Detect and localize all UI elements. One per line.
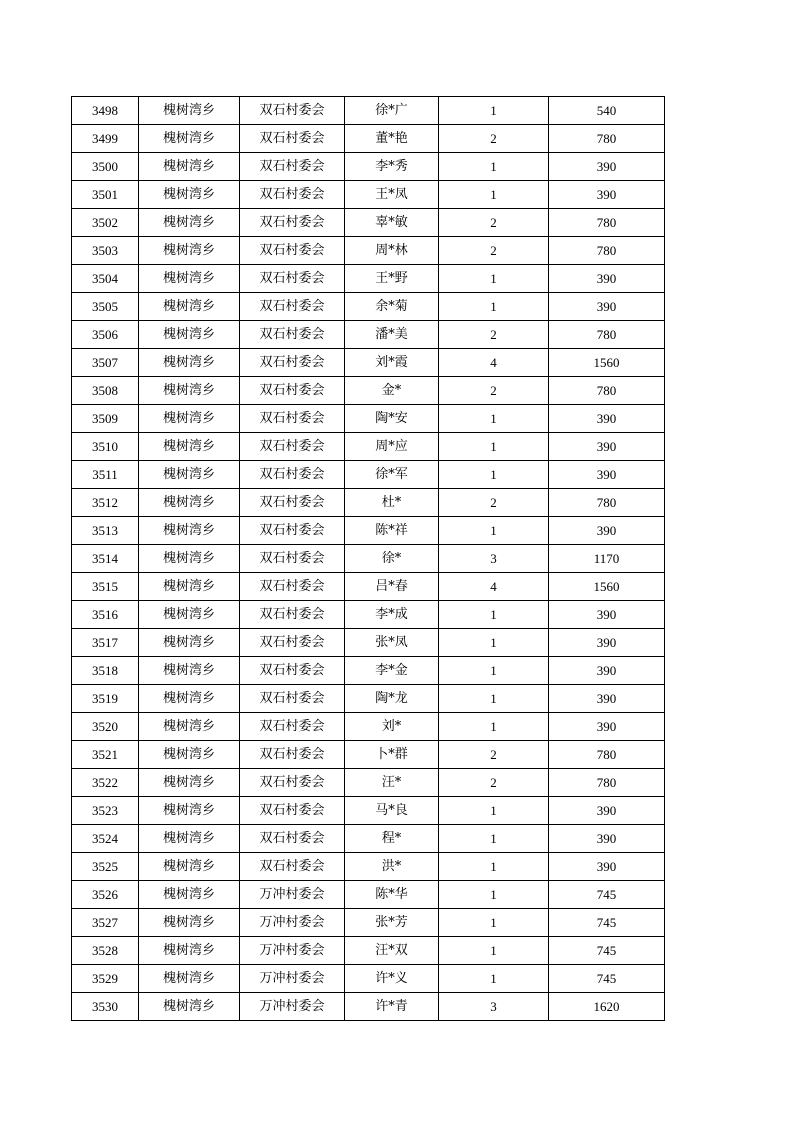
cell-count: 4: [439, 349, 549, 377]
cell-count: 1: [439, 405, 549, 433]
cell-township: 槐树湾乡: [139, 377, 240, 405]
cell-name: 辜*敏: [345, 209, 439, 237]
cell-amount: 780: [549, 377, 665, 405]
cell-township: 槐树湾乡: [139, 657, 240, 685]
table-row: [72, 349, 665, 377]
cell-village: 双石村委会: [240, 545, 345, 573]
cell-id: 3510: [72, 433, 139, 461]
cell-township: 槐树湾乡: [139, 741, 240, 769]
cell-township: 槐树湾乡: [139, 629, 240, 657]
cell-count: 2: [439, 209, 549, 237]
cell-amount: 390: [549, 685, 665, 713]
cell-amount: 780: [549, 237, 665, 265]
cell-township: 槐树湾乡: [139, 405, 240, 433]
cell-village: 双石村委会: [240, 293, 345, 321]
cell-name: 周*林: [345, 237, 439, 265]
cell-count: 1: [439, 825, 549, 853]
cell-township: 槐树湾乡: [139, 881, 240, 909]
cell-id: 3498: [72, 97, 139, 125]
cell-village: 双石村委会: [240, 629, 345, 657]
cell-name: 徐*军: [345, 461, 439, 489]
cell-id: 3523: [72, 797, 139, 825]
table-row: [72, 937, 665, 965]
cell-name: 程*: [345, 825, 439, 853]
cell-name: 周*应: [345, 433, 439, 461]
cell-village: 万冲村委会: [240, 909, 345, 937]
cell-count: 1: [439, 601, 549, 629]
cell-township: 槐树湾乡: [139, 713, 240, 741]
table-row: [72, 825, 665, 853]
table-row: [72, 993, 665, 1021]
cell-name: 陶*龙: [345, 685, 439, 713]
cell-amount: 780: [549, 489, 665, 517]
cell-village: 双石村委会: [240, 405, 345, 433]
cell-village: 双石村委会: [240, 573, 345, 601]
table-row: [72, 657, 665, 685]
cell-village: 双石村委会: [240, 97, 345, 125]
cell-name: 吕*春: [345, 573, 439, 601]
cell-amount: 780: [549, 321, 665, 349]
cell-name: 徐*: [345, 545, 439, 573]
cell-village: 双石村委会: [240, 209, 345, 237]
cell-amount: 390: [549, 433, 665, 461]
cell-id: 3509: [72, 405, 139, 433]
cell-village: 双石村委会: [240, 181, 345, 209]
cell-id: 3514: [72, 545, 139, 573]
cell-id: 3505: [72, 293, 139, 321]
cell-count: 3: [439, 545, 549, 573]
cell-id: 3525: [72, 853, 139, 881]
cell-township: 槐树湾乡: [139, 293, 240, 321]
table-row: [72, 461, 665, 489]
cell-amount: 780: [549, 209, 665, 237]
cell-id: 3512: [72, 489, 139, 517]
cell-name: 李*金: [345, 657, 439, 685]
cell-village: 双石村委会: [240, 685, 345, 713]
cell-amount: 390: [549, 713, 665, 741]
cell-township: 槐树湾乡: [139, 797, 240, 825]
cell-village: 万冲村委会: [240, 993, 345, 1021]
table-row: [72, 629, 665, 657]
cell-id: 3528: [72, 937, 139, 965]
cell-amount: 390: [549, 825, 665, 853]
cell-township: 槐树湾乡: [139, 489, 240, 517]
cell-count: 1: [439, 293, 549, 321]
cell-name: 许*义: [345, 965, 439, 993]
table-row: [72, 545, 665, 573]
cell-count: 1: [439, 265, 549, 293]
cell-name: 金*: [345, 377, 439, 405]
table-row: [72, 321, 665, 349]
cell-id: 3504: [72, 265, 139, 293]
cell-id: 3515: [72, 573, 139, 601]
cell-count: 1: [439, 853, 549, 881]
cell-village: 双石村委会: [240, 349, 345, 377]
cell-count: 2: [439, 489, 549, 517]
table-row: [72, 433, 665, 461]
cell-count: 1: [439, 685, 549, 713]
cell-village: 双石村委会: [240, 797, 345, 825]
cell-id: 3524: [72, 825, 139, 853]
cell-count: 1: [439, 97, 549, 125]
cell-id: 3530: [72, 993, 139, 1021]
cell-amount: 1560: [549, 349, 665, 377]
cell-count: 2: [439, 741, 549, 769]
cell-township: 槐树湾乡: [139, 517, 240, 545]
table-row: [72, 377, 665, 405]
cell-name: 汪*双: [345, 937, 439, 965]
cell-village: 双石村委会: [240, 853, 345, 881]
cell-amount: 390: [549, 153, 665, 181]
cell-village: 双石村委会: [240, 377, 345, 405]
cell-count: 1: [439, 153, 549, 181]
cell-id: 3519: [72, 685, 139, 713]
table-row: [72, 685, 665, 713]
cell-amount: 780: [549, 769, 665, 797]
cell-count: 1: [439, 181, 549, 209]
cell-id: 3502: [72, 209, 139, 237]
table-row: [72, 405, 665, 433]
cell-township: 槐树湾乡: [139, 433, 240, 461]
cell-township: 槐树湾乡: [139, 685, 240, 713]
table-row: [72, 573, 665, 601]
cell-count: 1: [439, 909, 549, 937]
cell-township: 槐树湾乡: [139, 769, 240, 797]
cell-id: 3507: [72, 349, 139, 377]
cell-amount: 390: [549, 405, 665, 433]
cell-township: 槐树湾乡: [139, 209, 240, 237]
cell-id: 3511: [72, 461, 139, 489]
cell-amount: 745: [549, 937, 665, 965]
cell-village: 双石村委会: [240, 461, 345, 489]
cell-amount: 390: [549, 461, 665, 489]
cell-amount: 780: [549, 125, 665, 153]
cell-village: 双石村委会: [240, 517, 345, 545]
table-row: [72, 909, 665, 937]
table-row: [72, 965, 665, 993]
records-table-body: [72, 97, 665, 1021]
cell-name: 徐*广: [345, 97, 439, 125]
cell-amount: 745: [549, 881, 665, 909]
cell-id: 3506: [72, 321, 139, 349]
cell-amount: 1170: [549, 545, 665, 573]
cell-amount: 390: [549, 657, 665, 685]
cell-id: 3518: [72, 657, 139, 685]
table-row: [72, 181, 665, 209]
table-row: [72, 489, 665, 517]
cell-village: 双石村委会: [240, 433, 345, 461]
cell-name: 李*成: [345, 601, 439, 629]
cell-name: 刘*霞: [345, 349, 439, 377]
cell-amount: 745: [549, 909, 665, 937]
cell-id: 3521: [72, 741, 139, 769]
table-row: [72, 769, 665, 797]
cell-township: 槐树湾乡: [139, 545, 240, 573]
cell-amount: 390: [549, 265, 665, 293]
cell-count: 1: [439, 881, 549, 909]
cell-count: 2: [439, 321, 549, 349]
cell-name: 马*良: [345, 797, 439, 825]
cell-village: 双石村委会: [240, 825, 345, 853]
cell-township: 槐树湾乡: [139, 965, 240, 993]
cell-amount: 745: [549, 965, 665, 993]
cell-id: 3526: [72, 881, 139, 909]
cell-id: 3517: [72, 629, 139, 657]
cell-id: 3503: [72, 237, 139, 265]
cell-village: 双石村委会: [240, 601, 345, 629]
cell-count: 1: [439, 517, 549, 545]
table-row: [72, 237, 665, 265]
cell-township: 槐树湾乡: [139, 909, 240, 937]
cell-id: 3520: [72, 713, 139, 741]
table-row: [72, 265, 665, 293]
cell-id: 3501: [72, 181, 139, 209]
cell-count: 3: [439, 993, 549, 1021]
cell-township: 槐树湾乡: [139, 237, 240, 265]
cell-village: 双石村委会: [240, 125, 345, 153]
cell-village: 双石村委会: [240, 741, 345, 769]
cell-township: 槐树湾乡: [139, 349, 240, 377]
cell-amount: 390: [549, 293, 665, 321]
cell-id: 3516: [72, 601, 139, 629]
cell-township: 槐树湾乡: [139, 265, 240, 293]
cell-village: 万冲村委会: [240, 965, 345, 993]
cell-id: 3500: [72, 153, 139, 181]
cell-count: 2: [439, 125, 549, 153]
cell-name: 张*凤: [345, 629, 439, 657]
cell-name: 杜*: [345, 489, 439, 517]
cell-township: 槐树湾乡: [139, 937, 240, 965]
cell-township: 槐树湾乡: [139, 97, 240, 125]
cell-township: 槐树湾乡: [139, 853, 240, 881]
cell-amount: 1620: [549, 993, 665, 1021]
table-row: [72, 293, 665, 321]
records-table: [71, 96, 665, 1021]
cell-township: 槐树湾乡: [139, 993, 240, 1021]
cell-name: 余*菊: [345, 293, 439, 321]
cell-name: 张*芳: [345, 909, 439, 937]
cell-amount: 390: [549, 629, 665, 657]
cell-township: 槐树湾乡: [139, 573, 240, 601]
cell-id: 3529: [72, 965, 139, 993]
cell-id: 3499: [72, 125, 139, 153]
cell-amount: 540: [549, 97, 665, 125]
cell-township: 槐树湾乡: [139, 125, 240, 153]
cell-name: 陈*华: [345, 881, 439, 909]
cell-village: 双石村委会: [240, 657, 345, 685]
cell-village: 双石村委会: [240, 237, 345, 265]
cell-count: 1: [439, 797, 549, 825]
table-row: [72, 125, 665, 153]
cell-id: 3527: [72, 909, 139, 937]
table-row: [72, 517, 665, 545]
cell-count: 1: [439, 657, 549, 685]
cell-name: 王*凤: [345, 181, 439, 209]
table-row: [72, 881, 665, 909]
table-row: [72, 713, 665, 741]
cell-village: 万冲村委会: [240, 881, 345, 909]
cell-name: 许*青: [345, 993, 439, 1021]
cell-name: 王*野: [345, 265, 439, 293]
cell-count: 1: [439, 433, 549, 461]
cell-village: 双石村委会: [240, 489, 345, 517]
cell-id: 3522: [72, 769, 139, 797]
cell-id: 3508: [72, 377, 139, 405]
cell-name: 陶*安: [345, 405, 439, 433]
cell-count: 1: [439, 629, 549, 657]
cell-count: 2: [439, 237, 549, 265]
cell-count: 1: [439, 965, 549, 993]
cell-count: 4: [439, 573, 549, 601]
cell-name: 陈*祥: [345, 517, 439, 545]
cell-amount: 390: [549, 601, 665, 629]
cell-village: 双石村委会: [240, 265, 345, 293]
cell-name: 李*秀: [345, 153, 439, 181]
cell-name: 刘*: [345, 713, 439, 741]
cell-count: 2: [439, 377, 549, 405]
table-row: [72, 209, 665, 237]
table-row: [72, 853, 665, 881]
cell-township: 槐树湾乡: [139, 461, 240, 489]
cell-name: 洪*: [345, 853, 439, 881]
cell-count: 2: [439, 769, 549, 797]
cell-township: 槐树湾乡: [139, 153, 240, 181]
cell-village: 双石村委会: [240, 321, 345, 349]
table-row: [72, 601, 665, 629]
cell-amount: 390: [549, 517, 665, 545]
cell-township: 槐树湾乡: [139, 825, 240, 853]
cell-name: 汪*: [345, 769, 439, 797]
table-row: [72, 741, 665, 769]
table-row: [72, 153, 665, 181]
cell-township: 槐树湾乡: [139, 601, 240, 629]
cell-village: 双石村委会: [240, 769, 345, 797]
table-row: [72, 97, 665, 125]
cell-village: 双石村委会: [240, 153, 345, 181]
cell-amount: 1560: [549, 573, 665, 601]
cell-amount: 780: [549, 741, 665, 769]
cell-amount: 390: [549, 797, 665, 825]
cell-id: 3513: [72, 517, 139, 545]
cell-count: 1: [439, 937, 549, 965]
cell-name: 潘*美: [345, 321, 439, 349]
cell-amount: 390: [549, 853, 665, 881]
table-row: [72, 797, 665, 825]
cell-village: 双石村委会: [240, 713, 345, 741]
cell-township: 槐树湾乡: [139, 321, 240, 349]
cell-amount: 390: [549, 181, 665, 209]
cell-count: 1: [439, 461, 549, 489]
cell-name: 卜*群: [345, 741, 439, 769]
cell-village: 万冲村委会: [240, 937, 345, 965]
cell-name: 董*艳: [345, 125, 439, 153]
cell-township: 槐树湾乡: [139, 181, 240, 209]
cell-count: 1: [439, 713, 549, 741]
